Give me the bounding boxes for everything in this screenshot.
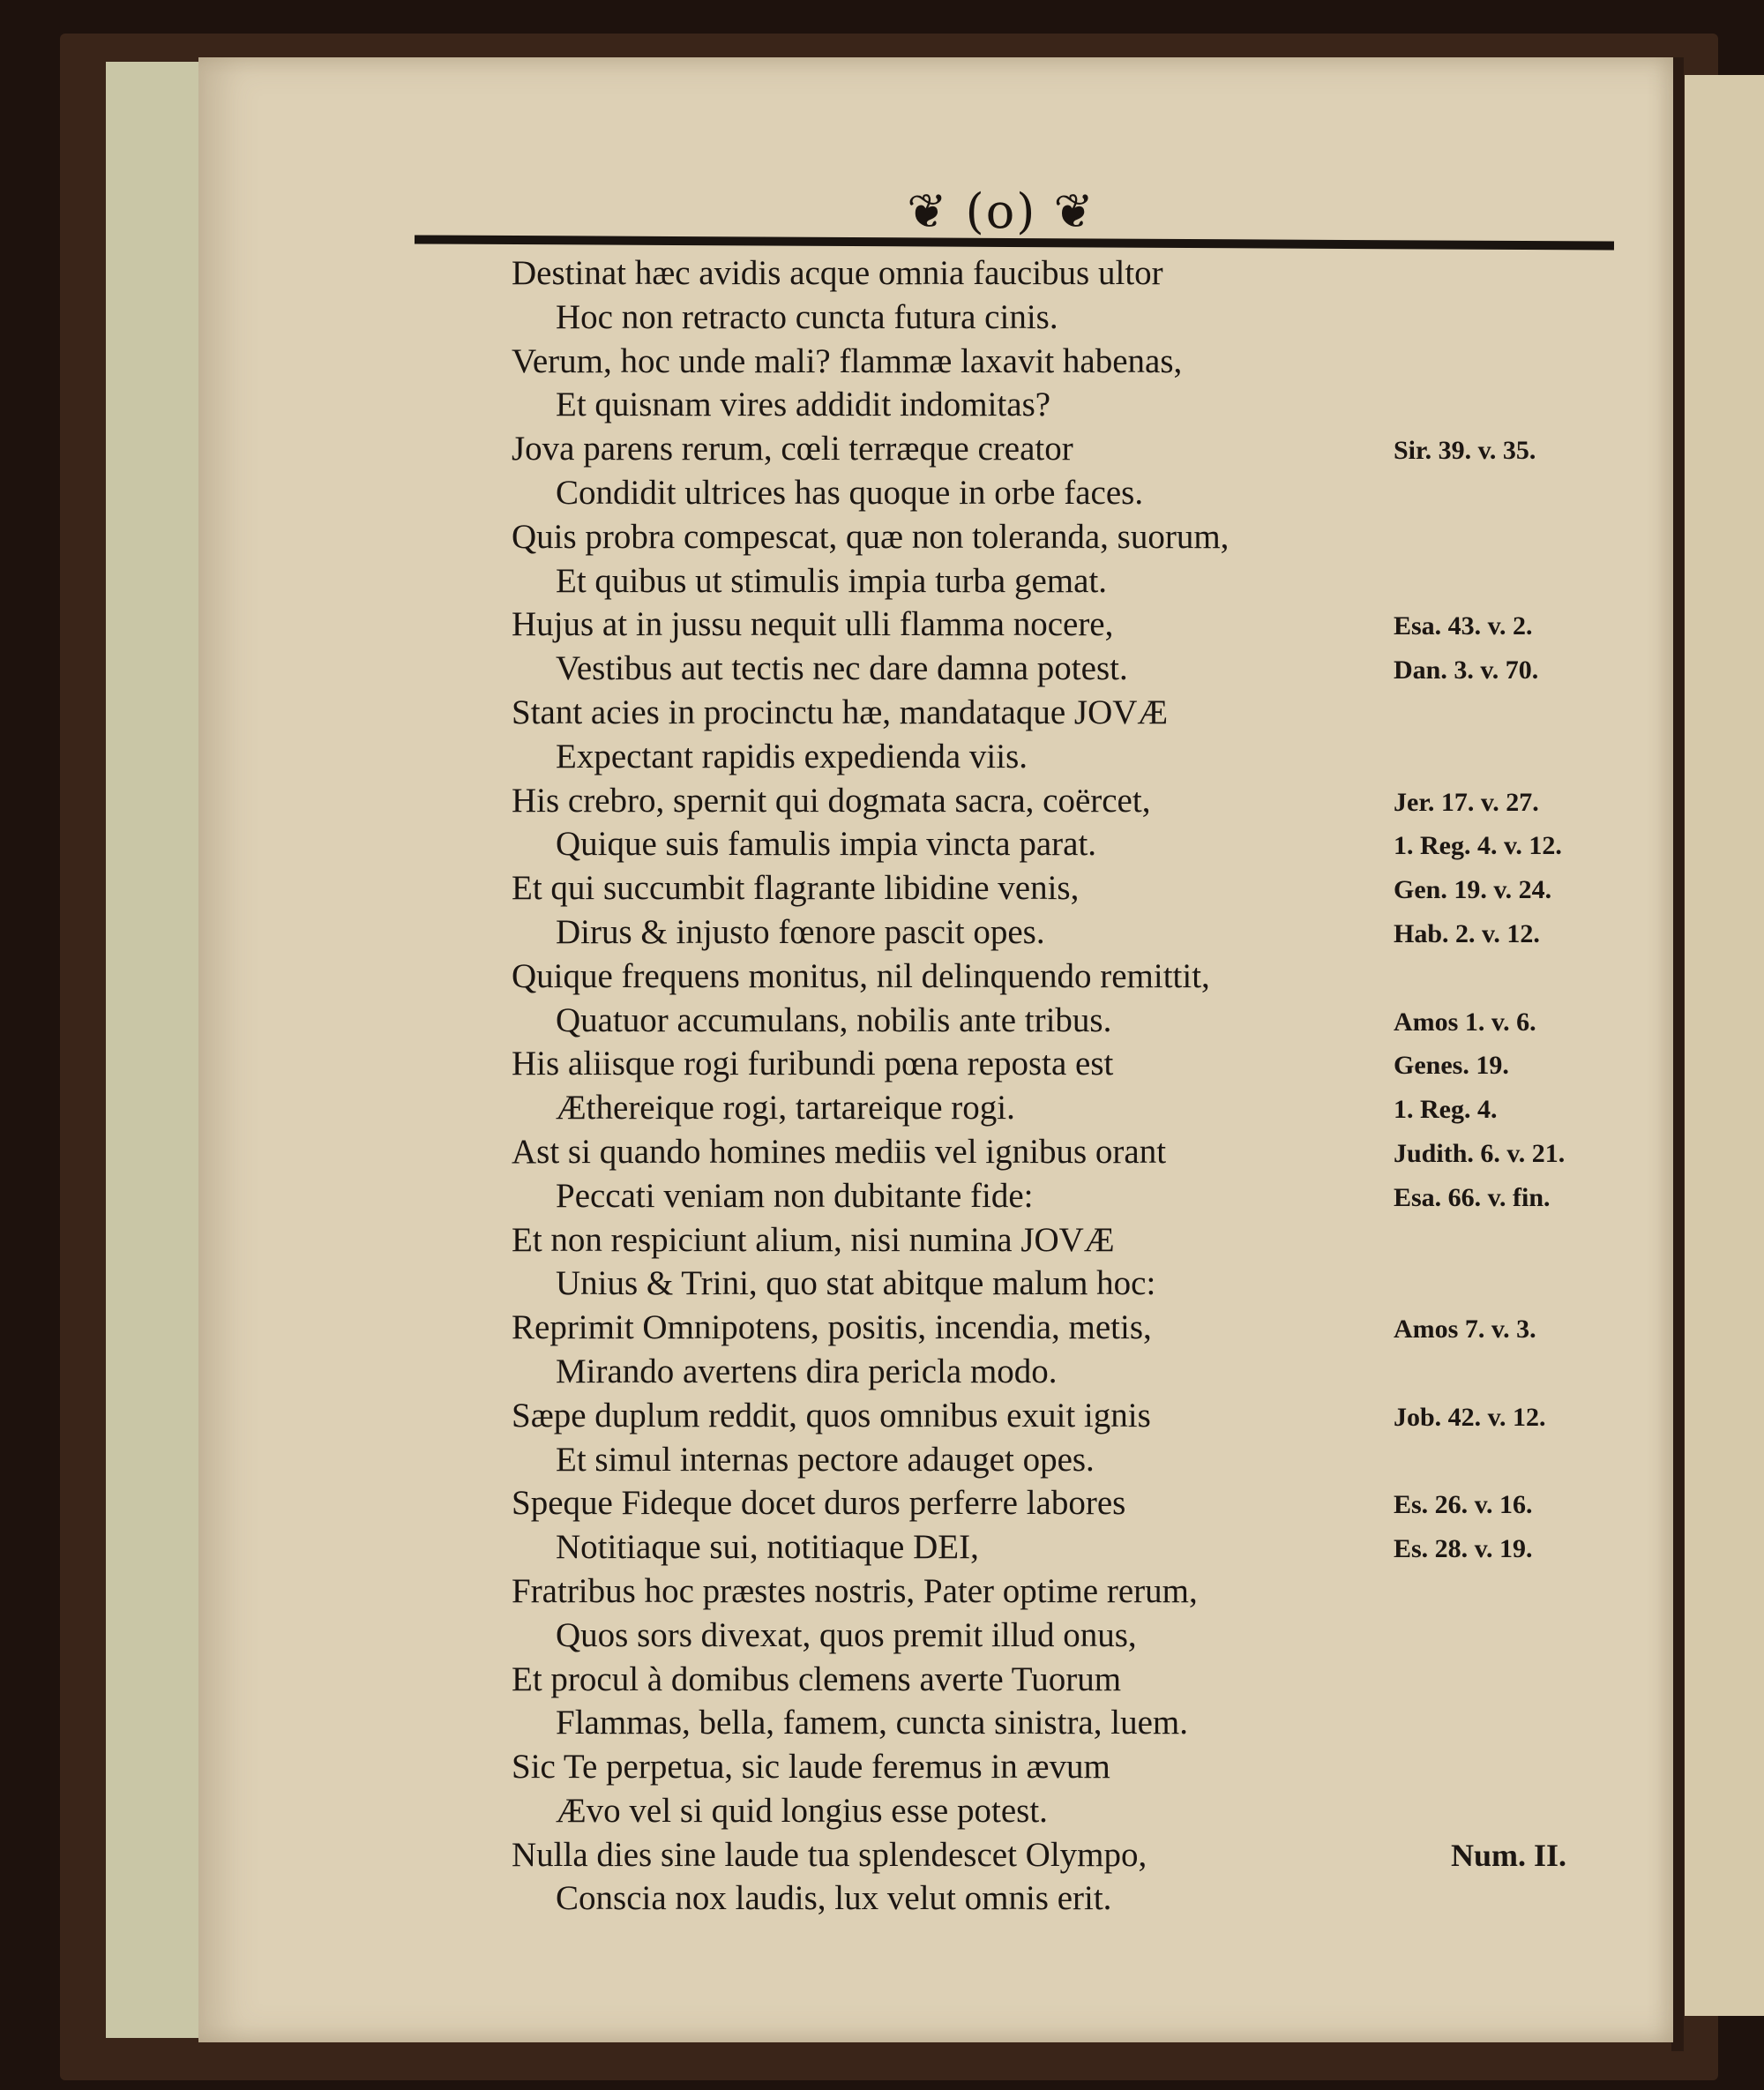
poem-line: Verum, hoc unde mali? flammæ laxavit habenas, [512, 341, 1183, 380]
poem-body [512, 251, 1394, 1921]
poem-line: Quique suis famulis impia vincta parat. [556, 825, 1097, 864]
scripture-reference: Judith. 6. v. 21. [1394, 1139, 1566, 1168]
poem-line: Speque Fideque docet duros perferre labores [512, 1484, 1126, 1523]
page-edge [106, 62, 203, 2038]
poem-line: Æthereique rogi, tartareique rogi. [556, 1089, 1015, 1127]
poem-line: Unius & Trini, quo stat abitque malum hoc: [556, 1264, 1156, 1303]
poem-line: Destinat hæc avidis acque omnia faucibus ultor [512, 254, 1163, 292]
scripture-reference: 1. Reg. 4. v. 12. [1394, 831, 1562, 861]
poem-line: Ævo vel si quid longius esse potest. [556, 1791, 1048, 1830]
scripture-reference: Amos 1. v. 6. [1394, 1007, 1536, 1037]
poem-line: Quique frequens monitus, nil delinquendo remittit, [512, 956, 1210, 995]
book-spine [1671, 57, 1684, 2051]
poem-line: Conscia nox laudis, lux velut omnis erit. [556, 1879, 1112, 1918]
scripture-reference: Gen. 19. v. 24. [1394, 875, 1552, 905]
poem-line: His crebro, spernit qui dogmata sacra, coërcet, [512, 781, 1151, 820]
poem-line: Notitiaque sui, notitiaque DEI, [556, 1528, 979, 1567]
poem-line: Stant acies in procinctu hæ, mandataque JOVÆ [512, 693, 1169, 731]
poem-line: Et procul à domibus clemens averte Tuorum [512, 1659, 1122, 1698]
poem-line: Reprimit Omnipotens, positis, incendia, metis, [512, 1308, 1152, 1347]
poem-line: Sæpe duplum reddit, quos omnibus exuit ignis [512, 1396, 1151, 1435]
scripture-reference: Hab. 2. v. 12. [1394, 919, 1540, 948]
poem-line: Dirus & injusto fœnore pascit opes. [556, 912, 1045, 951]
poem-line: Quis probra compescat, quæ non toleranda, suorum, [512, 517, 1230, 556]
scripture-reference: Es. 28. v. 19. [1394, 1534, 1533, 1564]
scripture-reference: Esa. 43. v. 2. [1394, 611, 1533, 641]
poem-line: Fratribus hoc præstes nostris, Pater optime rerum, [512, 1571, 1198, 1610]
poem-line: Sic Te perpetua, sic laude feremus in ævum [512, 1748, 1110, 1787]
poem-line: Condidit ultrices has quoque in orbe faces. [556, 473, 1144, 512]
scripture-reference: Jer. 17. v. 27. [1394, 787, 1539, 817]
scripture-reference: Genes. 19. [1394, 1051, 1509, 1081]
poem-line: Quatuor accumulans, nobilis ante tribus. [556, 1000, 1112, 1039]
poem-line: Et qui succumbit flagrante libidine venis, [512, 869, 1080, 908]
poem-line: Et quisnam vires addidit indomitas? [556, 386, 1051, 424]
poem-line: Peccati veniam non dubitante fide: [556, 1176, 1034, 1215]
poem-line: Et simul internas pectore adauget opes. [556, 1440, 1095, 1479]
next-page-edge [1685, 75, 1764, 2016]
scripture-reference: Job. 42. v. 12. [1394, 1402, 1546, 1432]
poem-line: Et non respiciunt alium, nisi numina JOVÆ [512, 1220, 1115, 1259]
catchword: Num. II. [1451, 1838, 1567, 1873]
poem-line: Nulla dies sine laude tua splendescet Olympo, [512, 1835, 1147, 1874]
scripture-reference: Dan. 3. v. 70. [1394, 655, 1539, 685]
scripture-reference: 1. Reg. 4. [1394, 1095, 1498, 1125]
poem-line: His aliisque rogi furibundi pœna reposta est [512, 1045, 1114, 1083]
poem-line: Et quibus ut stimulis impia turba gemat. [556, 561, 1108, 600]
poem-line: Jova parens rerum, cœli terræque creator [512, 430, 1073, 468]
poem-line: Hujus at in jussu nequit ulli flamma nocere, [512, 605, 1114, 644]
poem-line: Hoc non retracto cuncta futura cinis. [556, 297, 1058, 336]
scripture-reference: Sir. 39. v. 35. [1394, 436, 1536, 466]
poem-line: Quos sors divexat, quos premit illud onus, [556, 1615, 1137, 1654]
page-header-ornament: ❦ (o) ❦ [907, 184, 1095, 239]
scripture-reference: Esa. 66. v. fin. [1394, 1182, 1551, 1212]
scripture-reference: Es. 26. v. 16. [1394, 1490, 1533, 1520]
poem-line: Expectant rapidis expedienda viis. [556, 737, 1028, 775]
scripture-reference: Amos 7. v. 3. [1394, 1315, 1536, 1345]
poem-line: Ast si quando homines mediis vel ignibus orant [512, 1132, 1167, 1171]
poem-line: Flammas, bella, famem, cuncta sinistra, luem. [556, 1704, 1188, 1742]
poem-line: Mirando avertens dira pericla modo. [556, 1352, 1058, 1390]
poem-line: Vestibus aut tectis nec dare damna potest. [556, 649, 1128, 688]
